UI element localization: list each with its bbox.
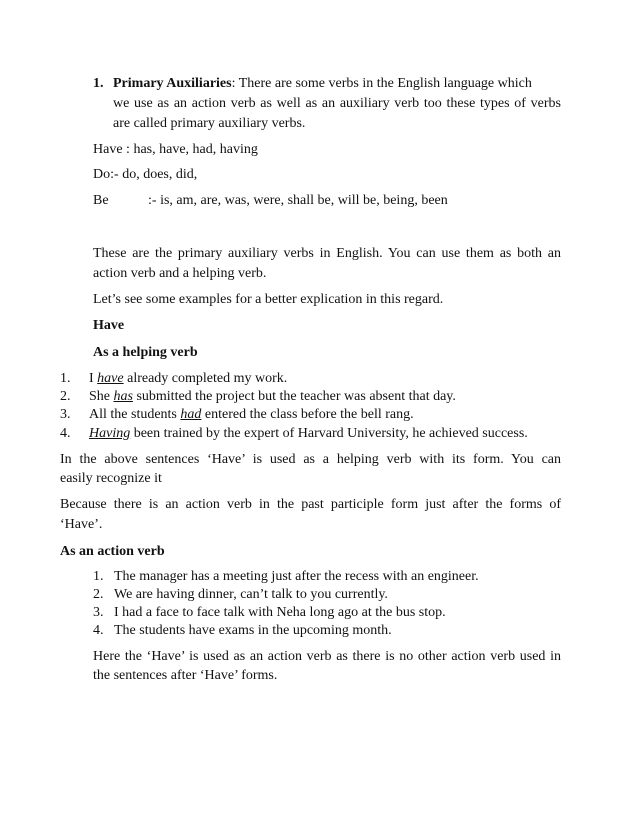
section-heading-line: Primary Auxiliaries: There are some verbs in the English language which	[113, 76, 532, 91]
examples-paragraph: Let’s see some examples for a better explication in this regard.	[93, 292, 444, 307]
form-have: Have : has, have, had, having	[93, 142, 258, 157]
intro-line-1: These are the primary auxiliary verbs in English. You can use them as both an	[93, 246, 561, 261]
heading-action-verb: As an action verb	[60, 544, 165, 559]
list-number: 3.	[60, 407, 71, 422]
above-line-2: easily recognize it	[60, 471, 162, 486]
here-line-2: the sentences after ‘Have’ forms.	[93, 668, 278, 683]
form-do: Do:- do, does, did,	[93, 167, 198, 182]
list-number: 1.	[60, 371, 71, 386]
list-number: 4.	[93, 623, 104, 638]
list-item: I have already completed my work.	[89, 371, 288, 386]
heading-helping-verb: As a helping verb	[93, 345, 198, 360]
list-number: 4.	[60, 426, 71, 441]
here-line-1: Here the ‘Have’ is used as an action verb as there is no other action verb used in	[93, 649, 561, 664]
list-item: The manager has a meeting just after the recess with an engineer.	[114, 569, 479, 584]
list-item: The students have exams in the upcoming month.	[114, 623, 392, 638]
heading-have: Have	[93, 318, 125, 333]
list-item: Having been trained by the expert of Harvard University, he achieved success.	[89, 426, 528, 441]
list-item: We are having dinner, can’t talk to you currently.	[114, 587, 388, 602]
form-be-list: :- is, am, are, was, were, shall be, will be, being, been	[148, 193, 448, 208]
list-number: 1.	[93, 569, 104, 584]
list-number: 2.	[60, 389, 71, 404]
list-number: 3.	[93, 605, 104, 620]
because-line-2: ‘Have’.	[60, 517, 103, 532]
list-number: 2.	[93, 587, 104, 602]
above-line-1: In the above sentences ‘Have’ is used as a helping verb with its form. You can	[60, 452, 561, 467]
section-title: Primary Auxiliaries	[113, 76, 232, 91]
section-number: 1.	[93, 76, 104, 91]
list-item: I had a face to face talk with Neha long ago at the bus stop.	[114, 605, 446, 620]
list-item: She has submitted the project but the teacher was absent that day.	[89, 389, 456, 404]
list-item: All the students had entered the class before the bell rang.	[89, 407, 414, 422]
section-line-2: we use as an action verb as well as an auxiliary verb too these types of verbs	[113, 96, 561, 111]
section-line-1: There are some verbs in the English language which	[238, 76, 532, 91]
intro-line-2: action verb and a helping verb.	[93, 266, 267, 281]
form-be-name: Be	[93, 193, 109, 208]
section-line-3: are called primary auxiliary verbs.	[113, 116, 306, 131]
because-line-1: Because there is an action verb in the past participle form just after the forms of	[60, 497, 561, 512]
